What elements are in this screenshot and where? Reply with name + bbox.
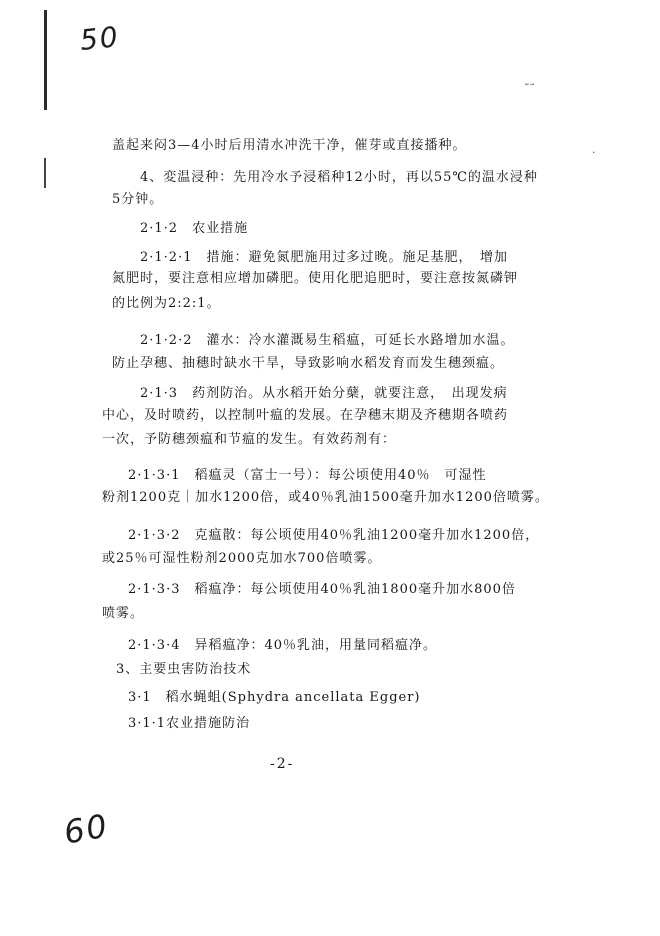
section-heading: 3·1·1农业措施防治	[128, 716, 251, 731]
body-line: 2·1·3·2 克瘟散：每公顷使用40％乳油1200毫升加水1200倍，	[128, 528, 540, 543]
body-line: 的比例为2:2:1。	[112, 296, 221, 311]
body-line: 盖起来闷3—4小时后用清水冲洗干净，催芽或直接播种。	[112, 138, 467, 153]
body-line: 中心，及时喷药，以控制叶瘟的发展。在孕穗末期及齐穗期各喷药	[102, 408, 509, 423]
margin-tick-mark	[44, 158, 46, 188]
handwritten-page-number-top: 50	[78, 20, 122, 57]
section-heading: 3、主要虫害防治技术	[116, 662, 252, 677]
body-line: 或25％可湿性粉剂2000克加水700倍喷雾。	[102, 551, 382, 566]
body-line: 2·1·2·1 措施：避免氮肥施用过多过晚。施足基肥， 增加	[140, 250, 508, 265]
scan-artifact: ˜˜	[524, 82, 535, 95]
body-line: 喷雾。	[102, 606, 145, 621]
body-line: 2·1·2·2 灌水：冷水灌溉易生稻瘟，可延长水路增加水温。	[140, 333, 515, 348]
body-line: 5分钟。	[112, 192, 164, 207]
body-line: 2·1·3 药剂防治。从水稻开始分蘖，就要注意， 出现发病	[140, 386, 508, 401]
body-line: 2·1·3·4 异稻瘟净：40％乳油，用量同稻瘟净。	[128, 638, 438, 653]
body-line: 2·1·3·3 稻瘟净：每公顷使用40％乳油1800毫升加水800倍	[128, 582, 516, 597]
section-heading: 2·1·2 农业措施	[140, 221, 249, 236]
body-line: 氮肥时，要注意相应增加磷肥。使用化肥追肥时，要注意按氮磷钾	[112, 271, 519, 286]
section-heading: 3·1 稻水蝇蛆(Sphydra ancellata Egger)	[128, 690, 421, 705]
body-line: 4、変温浸种：先用冷水予浸稻种12小时，再以55℃的温水浸种	[140, 170, 538, 185]
body-line: 粉剂1200克｜加水1200倍，或40％乳油1500毫升加水1200倍喷雾。	[102, 490, 549, 505]
body-line: 2·1·3·1 稻瘟灵（富士一号）：每公顷使用40％ 可湿性	[128, 468, 487, 483]
handwritten-page-number-bottom: 60	[61, 806, 112, 852]
body-line: 防止孕穗、抽穗时缺水干旱，导致影响水稻发育而发生穗颈瘟。	[112, 356, 505, 371]
scan-artifact: ·	[592, 146, 596, 159]
margin-rule-line	[44, 10, 47, 110]
page-footer-number: -2-	[270, 756, 295, 772]
body-line: 一次，予防穗颈瘟和节瘟的发生。有效药剂有：	[102, 432, 397, 447]
